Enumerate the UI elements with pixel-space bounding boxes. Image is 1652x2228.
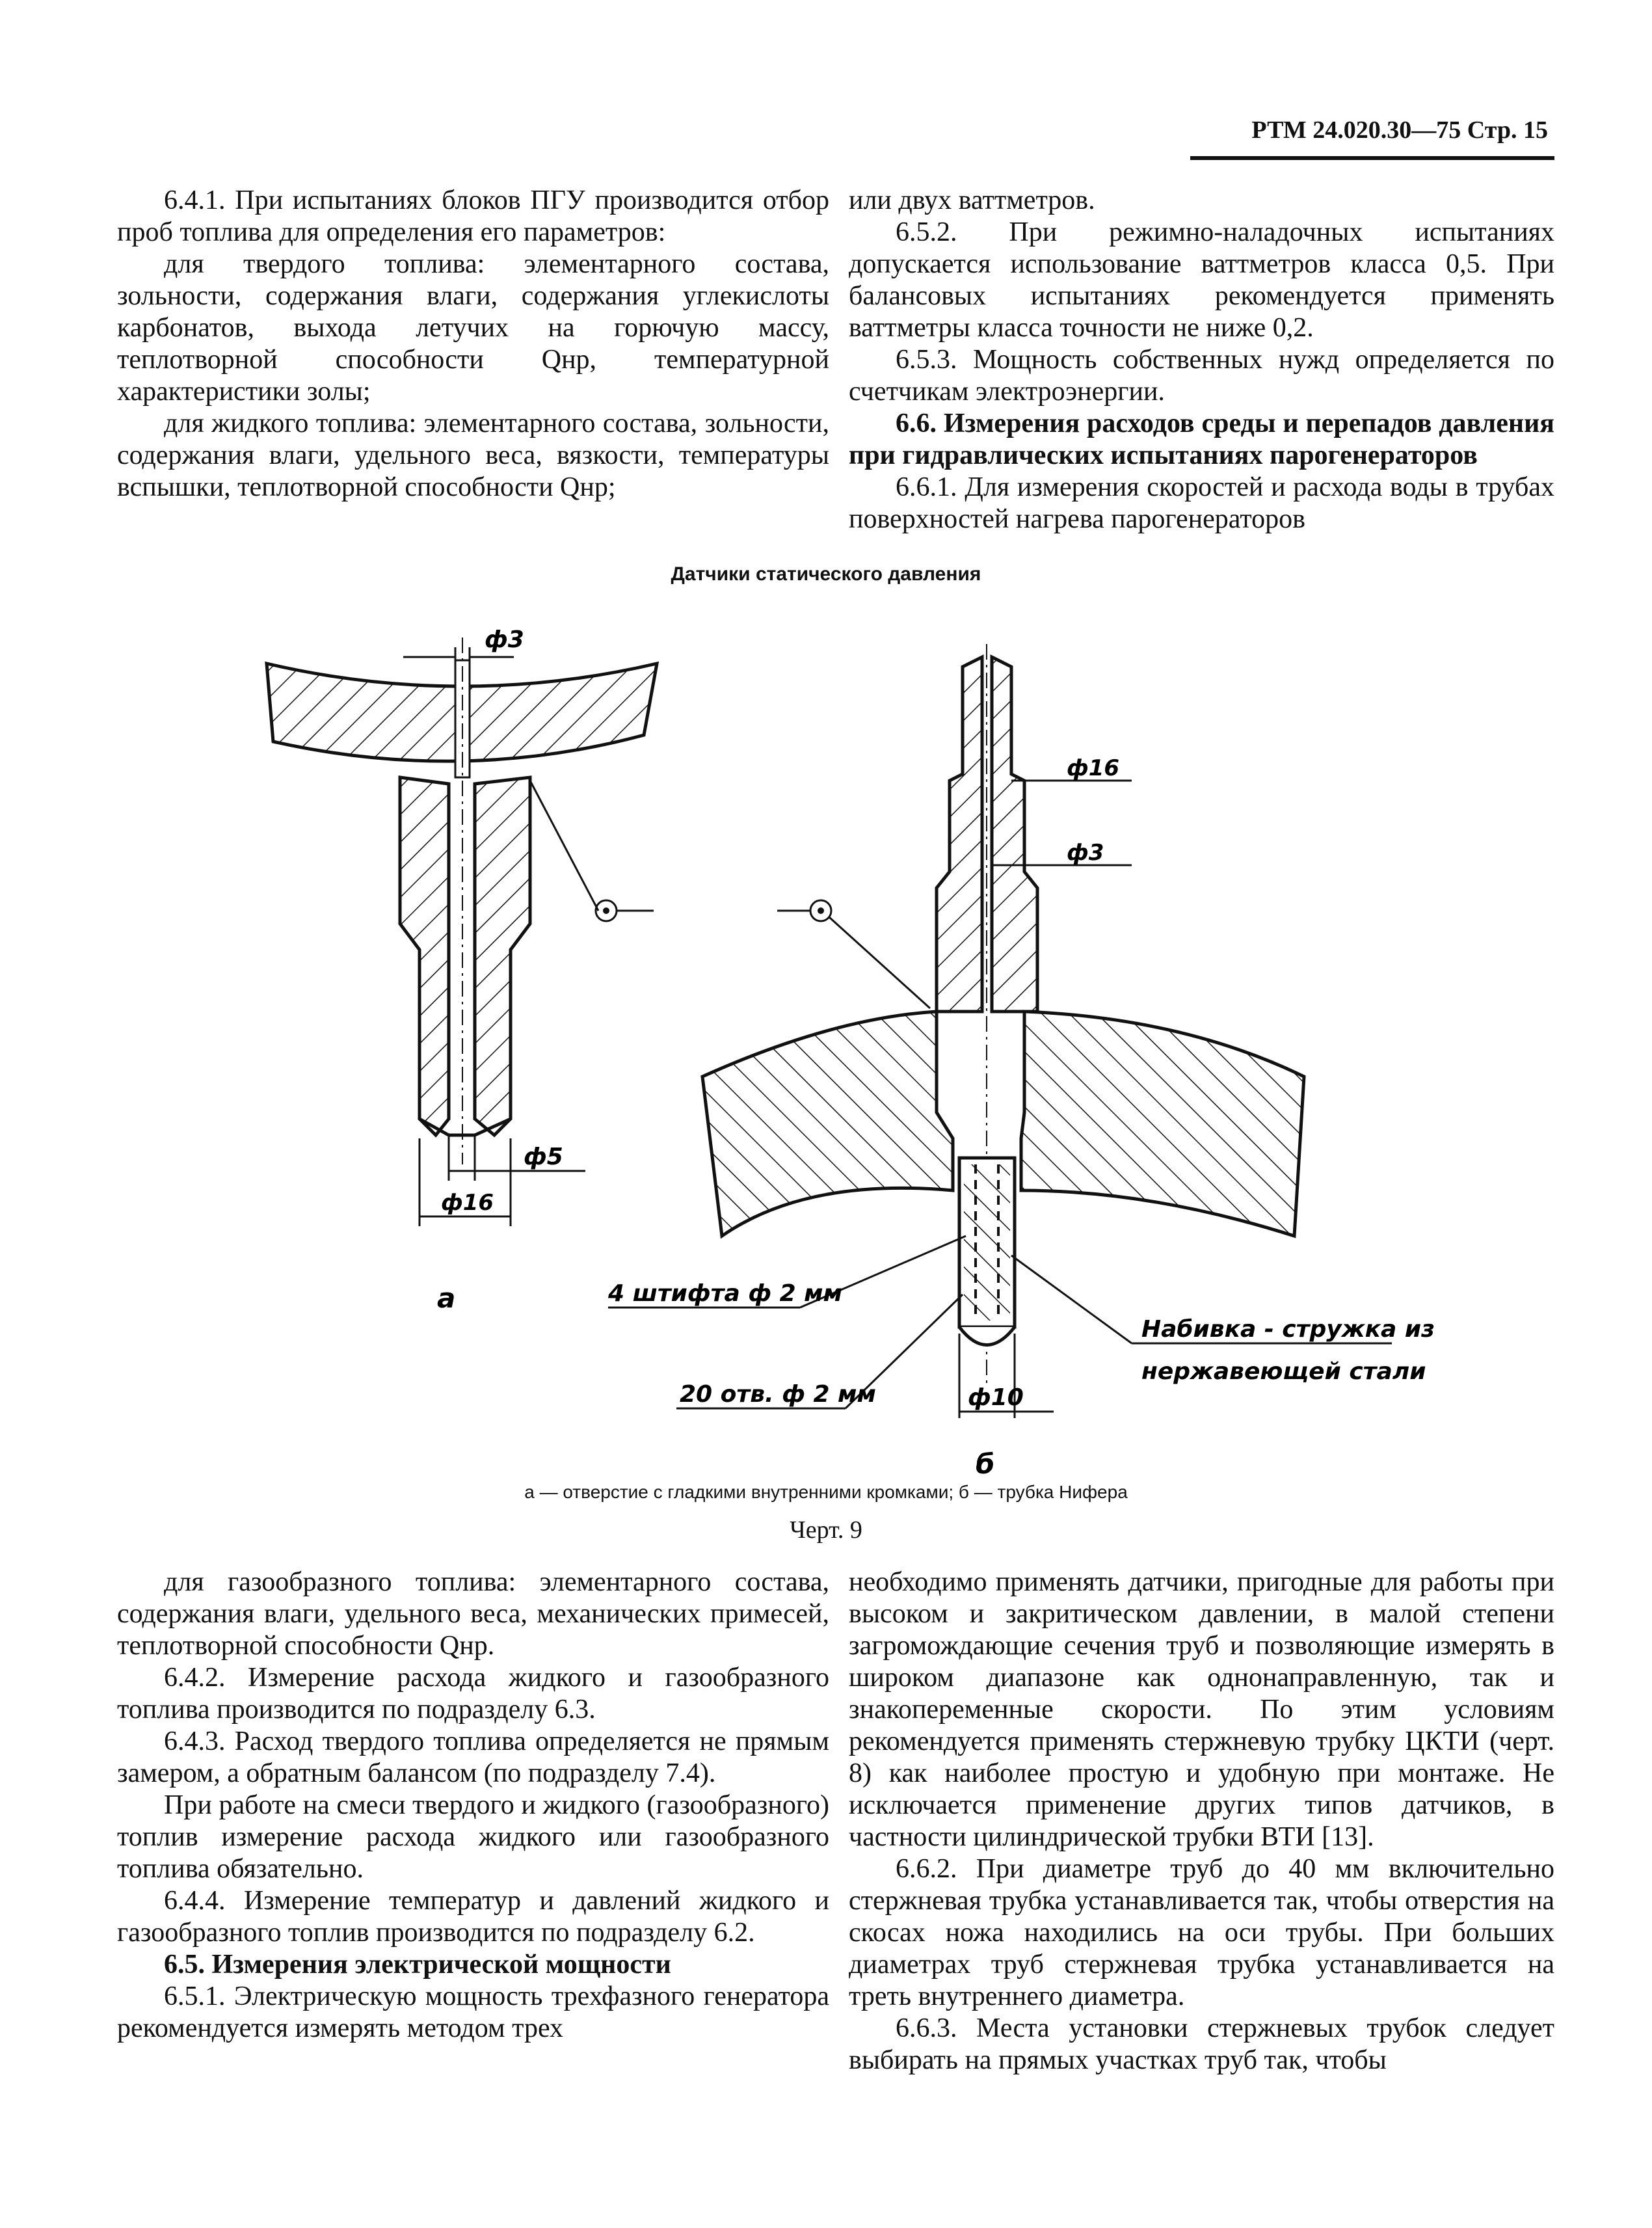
text-column-bottom-left [117,1566,829,2045]
paragraph: 6.6.1. Для измерения скоростей и расхода воды в трубах поверхностей нагрева парогенераторов [849,472,1554,534]
label-a: а [437,1282,456,1314]
text-column-top-right [849,185,1554,535]
paragraph: 6.4.1. При испытаниях блоков ПГУ производится отбор проб топлива для определения его параметров: [117,185,829,247]
paragraph: или двух ваттметров. [849,185,1095,215]
paragraph: 6.4.4. Измерение температур и давлений жидкого и газообразного топлив производится по подразделу 6.2. [117,1886,829,1948]
label-b: б [976,1448,995,1480]
dim-a-phi5: ф5 [524,1144,563,1170]
paragraph: 6.6. Измерения расходов среды и перепадов давления при гидравлических испытаниях парогенераторов [849,409,1554,470]
figure-a [267,626,657,1314]
paragraph: При работе на смеси твердого и жидкого (газообразного) топлив измерение расхода жидкого или газообразного топлива обязательно. [117,1790,829,1884]
fitting-a-left [400,777,449,1135]
figure-caption: а — отверстие с гладкими внутренними кромками; б — трубка Нифера [524,1482,1128,1502]
figure-drawing [0,585,1652,1483]
holes-label: 20 отв. ф 2 мм [680,1381,876,1408]
paragraph: для жидкого топлива: элементарного состава, зольности, содержания влаги, удельного веса, вязкости, температуры вспышки, теплотворной способности Qнр; [117,409,829,502]
paragraph: 6.6.3. Места установки стержневых трубок следует выбирать на прямых участках труб так, чтобы [849,2013,1554,2075]
rod-upper-right [992,657,1037,1012]
packing-label-2: нержавеющей стали [1141,1358,1426,1385]
dim-b-phi10: ф10 [968,1384,1024,1411]
dim-b-phi16: ф16 [1067,755,1120,781]
text-column-top-left [117,185,829,503]
rod-upper-left [937,657,982,1012]
header-rule [1190,156,1554,160]
fitting-a-right [475,777,530,1135]
paragraph: 6.5.1. Электрическую мощность трехфазного генератора рекомендуется измерять методом трех [117,1981,829,2043]
dim-a-phi16: ф16 [441,1190,494,1216]
paragraph: 6.6.2. При диаметре труб до 40 мм включительно стержневая трубка устанавливается так, чтобы отверстия на скосах ножа находились на оси трубы. При больших диаметрах труб стержневая трубка устанавливается на треть внутреннего диаметра. [849,1854,1554,2011]
paragraph: 6.4.2. Измерение расхода жидкого и газообразного топлива производится по подразделу 6.3. [117,1663,829,1725]
figure-number: Черт. 9 [790,1516,862,1544]
pins-label: 4 штифта ф 2 мм [608,1280,842,1307]
text-column-bottom-right [849,1566,1554,2076]
paragraph: 6.5.3. Мощность собственных нужд определяется по счетчикам электроэнергии. [849,345,1554,407]
paragraph: 6.5. Измерения электрической мощности [164,1950,671,1980]
packing-label-1: Набивка - стружка из [1141,1316,1435,1343]
packing-dots [964,1164,1010,1321]
page-header: РТМ 24.020.30—75 Стр. 15 [1251,116,1548,144]
figure-title: Датчики статического давления [671,563,981,585]
paragraph: необходимо применять датчики, пригодные для работы при высоком и закритическом давлении, в малой степени загромождающие сечения труб и позволяющие измерять в широком диапазоне как однонаправленную, так и знакопеременные скорости. По этим условиям рекомендуется применять стержневую трубку ЦКТИ (черт. 8) как наиболее простую и удобную при монтаже. Не исключается применение других типов датчиков, в частности цилиндрической трубки ВТИ [13]. [849,1567,1554,1852]
paragraph: для твердого топлива: элементарного состава, зольности, содержания влаги, содержания углекислоты карбонатов, выхода летучих на горючую массу, теплотворной способности Qнр, температурной характеристики золы; [117,249,829,407]
dim-a-phi3: ф3 [485,626,524,653]
paragraph: 6.4.3. Расход твердого топлива определяется не прямым замером, а обратным балансом (по подразделу 7.4). [117,1726,829,1788]
paragraph: 6.5.2. При режимно-наладочных испытаниях допускается использование ваттметров класса 0,5. При балансовых испытаниях рекомендуется применять ваттметры класса точности не ниже 0,2. [849,217,1554,343]
dim-b-phi3: ф3 [1067,840,1104,866]
pipe-wall-b [702,1012,953,1236]
figure-b [607,644,1435,1480]
paragraph: для газообразного топлива: элементарного состава, содержания влаги, удельного веса, механических примесей, теплотворной способности Qнр. [117,1567,829,1661]
